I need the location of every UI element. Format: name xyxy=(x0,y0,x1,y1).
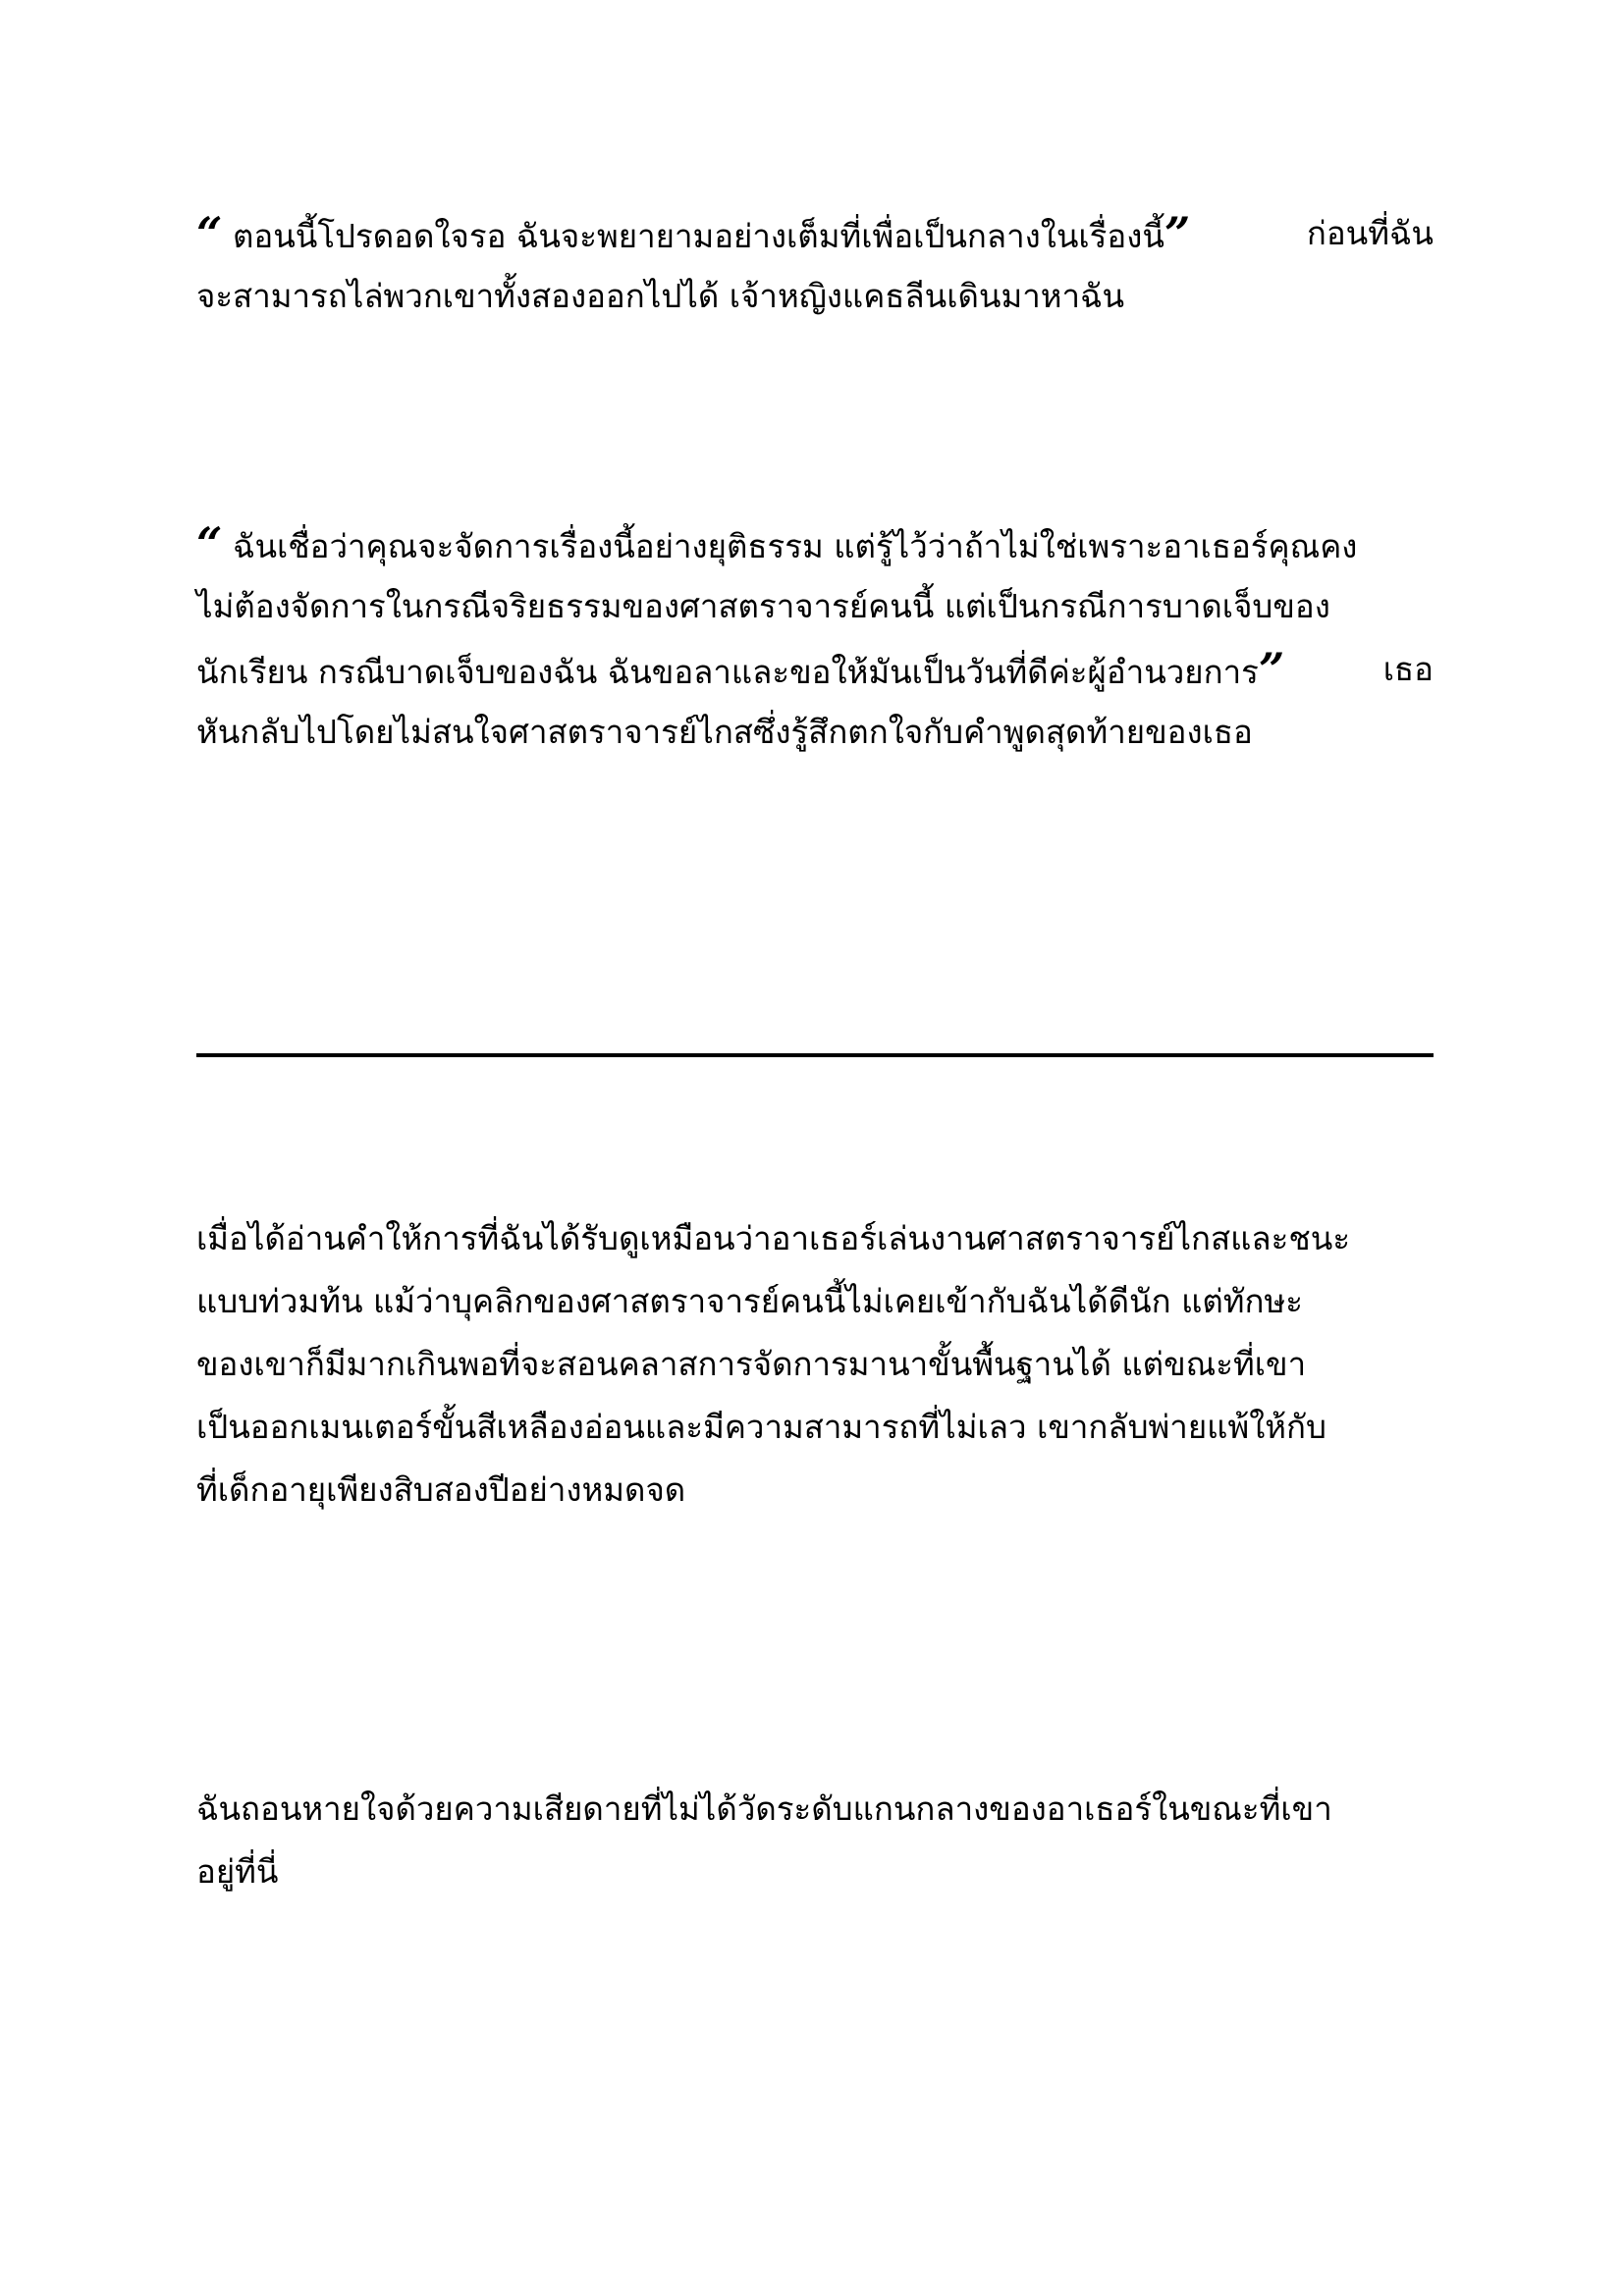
text-line: หันกลับไปโดยไม่สนใจศาสตราจารย์ไกสซึ่งรู้สึกตกใจกับคำพูดสุดท้ายของเธอ xyxy=(196,713,1253,751)
text-line xyxy=(196,202,1434,265)
paragraph-4 xyxy=(196,1778,1434,1903)
text-line: ที่เด็กอายุเพียงสิบสองปีอย่างหมดจด xyxy=(196,1470,686,1509)
paragraph-3 xyxy=(196,1207,1434,1522)
text-line: ของเขาก็มีมากเกินพอที่จะสอนคลาสการจัดการมานาขั้นพื้นฐานได้ แต่ขณะที่เขา xyxy=(196,1345,1307,1383)
text-line: ไม่ต้องจัดการในกรณีจริยธรรมของศาสตราจารย์คนนี้ แต่เป็นกรณีการบาดเจ็บของ xyxy=(196,587,1330,625)
section-divider xyxy=(196,1053,1434,1057)
dialogue-text: ตอนนี้โปรดอดใจรอ ฉันจะพยายามอย่างเต็มที่เพื่อเป็นกลางในเรื่องนี้ xyxy=(232,217,1164,255)
open-quote: “ xyxy=(196,517,223,570)
text-line xyxy=(196,512,1434,575)
close-quote: ” xyxy=(1258,643,1285,696)
text-line xyxy=(196,638,1434,701)
text-line: ฉันถอนหายใจด้วยความเสียดายที่ไม่ได้วัดระดับแกนกลางของอาเธอร์ในขณะที่เขา xyxy=(196,1789,1332,1828)
paragraph-1 xyxy=(196,202,1434,328)
paragraph-2 xyxy=(196,512,1434,764)
narration-text: ก่อนที่ฉัน xyxy=(1306,214,1434,252)
narration-text: เธอ xyxy=(1382,650,1434,688)
text-line: จะสามารถไล่พวกเขาทั้งสองออกไปได้ เจ้าหญิงแคธลีนเดินมาหาฉัน xyxy=(196,277,1125,315)
dialogue-text: นักเรียน กรณีบาดเจ็บของฉัน ฉันขอลาและขอให้มันเป็นวันที่ดีค่ะผู้อำนวยการ xyxy=(196,653,1259,691)
text-line: เมื่อได้อ่านคำให้การที่ฉันได้รับดูเหมือนว่าอาเธอร์เล่นงานศาสตราจารย์ไกสและชนะ xyxy=(196,1219,1351,1257)
text-line: แบบท่วมท้น แม้ว่าบุคลิกของศาสตราจารย์คนนี้ไม่เคยเข้ากับฉันได้ดีนัก แต่ทักษะ xyxy=(196,1282,1303,1320)
text-line: อยู่ที่นี่ xyxy=(196,1852,279,1891)
close-quote: ” xyxy=(1164,207,1191,260)
open-quote: “ xyxy=(196,207,223,260)
text-segment xyxy=(196,202,1190,265)
dialogue-text: ฉันเชื่อว่าคุณจะจัดการเรื่องนี้อย่างยุติธรรม แต่รู้ไว้ว่าถ้าไม่ใช่เพราะอาเธอร์คุณคง xyxy=(232,527,1358,565)
text-segment xyxy=(196,638,1284,701)
text-line: เป็นออกเมนเตอร์ขั้นสีเหลืองอ่อนและมีความสามารถที่ไม่เลว เขากลับพ่ายแพ้ให้กับ xyxy=(196,1408,1326,1446)
